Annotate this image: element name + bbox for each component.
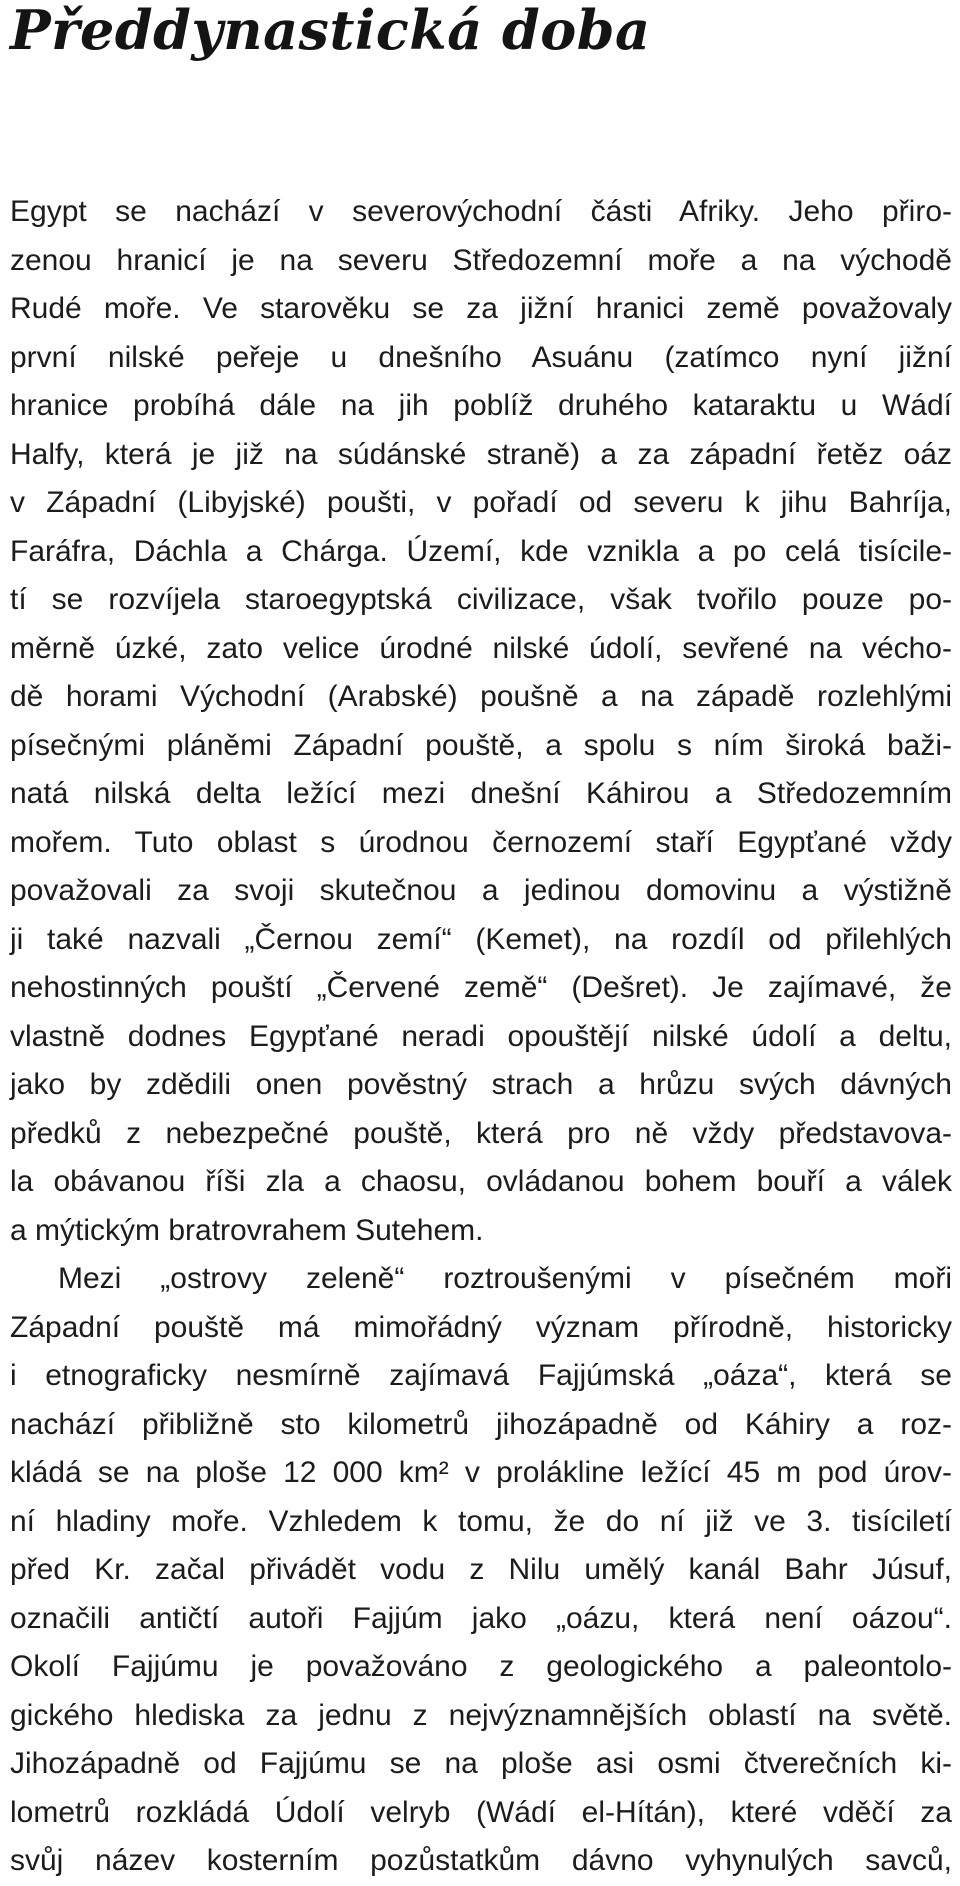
text-line: Západní pouště má mimořádný význam přírodně, historicky	[10, 1310, 952, 1344]
text-line: vlastně dodnes Egypťané neradi opouštějí nilské údolí a deltu,	[10, 1019, 952, 1053]
text-line: gického hlediska za jednu z nejvýznamnějších oblastí na světě.	[10, 1698, 952, 1732]
text-line: jako by zdědili onen pověstný strach a hrůzu svých dávných	[10, 1068, 952, 1101]
text-line: lometrů rozkládá Údolí velryb (Wádí el-Hítán), které vděčí za	[10, 1795, 952, 1829]
text-line: tí se rozvíjela staroegyptská civilizace, však tvořilo pouze po-	[10, 583, 952, 616]
body-text	[10, 188, 952, 1886]
text-line: Faráfra, Dáchla a Chárga. Území, kde vznikla a po celá tisícile-	[10, 534, 952, 568]
text-line: měrně úzké, zato velice úrodné nilské údolí, sevřené na vécho-	[10, 631, 952, 665]
text-line: ji také nazvali „Černou zemí“ (Kemet), na rozdíl od přilehlých	[10, 922, 952, 956]
text-line: Rudé moře. Ve starověku se za jižní hranici země považovaly	[10, 292, 952, 325]
text-line: dě horami Východní (Arabské) poušně a na západě rozlehlými	[10, 680, 952, 713]
text-line: hranice probíhá dále na jih poblíž druhého kataraktu u Wádí	[10, 389, 952, 422]
text-line: la obávanou říši zla a chaosu, ovládanou bohem bouří a válek	[10, 1165, 952, 1198]
text-line: Halfy, která je již na súdánské straně) a za západní řetěz oáz	[10, 437, 952, 471]
text-line: před Kr. začal přivádět vodu z Nilu umělý kanál Bahr Júsuf,	[10, 1553, 952, 1586]
text-line: mořem. Tuto oblast s úrodnou černozemí staří Egypťané vždy	[10, 825, 952, 859]
paragraph-2	[10, 1255, 952, 1886]
text-line: nachází přibližně sto kilometrů jihozápadně od Káhiry a roz-	[10, 1407, 952, 1441]
text-line: Okolí Fajjúmu je považováno z geologického a paleontolo-	[10, 1650, 952, 1683]
text-line: nehostinných pouští „Červené země“ (Dešret). Je zajímavé, že	[10, 971, 952, 1004]
text-line: a mýtickým bratrovrahem Sutehem.	[10, 1213, 484, 1247]
text-line: natá nilská delta ležící mezi dnešní Káhirou a Středozemním	[10, 777, 952, 810]
text-line: zenou hranicí je na severu Středozemní moře a na východě	[10, 243, 952, 277]
text-line: předků z nebezpečné pouště, která pro ně vždy představova-	[10, 1116, 952, 1150]
chapter-title: Předdynastická doba	[10, 0, 651, 62]
text-line: i etnograficky nesmírně zajímavá Fajjúmská „oáza“, která se	[10, 1359, 952, 1392]
text-line: Jihozápadně od Fajjúmu se na ploše asi osmi čtverečních ki-	[10, 1747, 952, 1780]
text-line: v Západní (Libyjské) poušti, v pořadí od severu k jihu Bahríja,	[10, 486, 952, 519]
text-line: označili antičtí autoři Fajjúm jako „oázu, která není oázou“.	[10, 1601, 952, 1635]
text-line: považovali za svoji skutečnou a jedinou domovinu a výstižně	[10, 874, 952, 907]
text-line: svůj název kosterním pozůstatkům dávno vyhynulých savců,	[10, 1844, 952, 1877]
text-line: Egypt se nachází v severovýchodní části Afriky. Jeho přiro-	[10, 195, 952, 228]
paragraph-1	[10, 188, 952, 1255]
text-line: ní hladiny moře. Vzhledem k tomu, že do ní již ve 3. tisíciletí	[10, 1504, 952, 1538]
text-line: kládá se na ploše 12 000 km² v prolákline ležící 45 m pod úrov-	[10, 1456, 952, 1489]
text-line: Mezi „ostrovy zeleně“ roztroušenými v písečném moři	[58, 1262, 952, 1295]
text-line: písečnými pláněmi Západní pouště, a spolu s ním široká baži-	[10, 728, 952, 762]
text-line: první nilské peřeje u dnešního Asuánu (zatímco nyní jižní	[10, 340, 952, 374]
